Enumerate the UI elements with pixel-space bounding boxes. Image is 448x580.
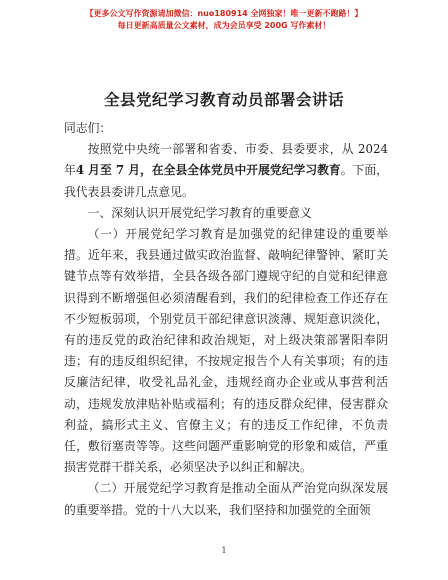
- document-body: [64, 118, 388, 521]
- intro-paragraph: [64, 139, 388, 203]
- intro-text-bold-dates: 4 月至 7 月: [75, 163, 141, 178]
- page-number: 1: [221, 546, 227, 555]
- document-title: 全县党纪学习教育动员部署会讲话: [103, 91, 344, 109]
- intro-text-post: 。下面，我代表县委讲几点意见。: [64, 163, 388, 199]
- paragraph-2: （二）开展党纪学习教育是推动全面从严治党向纵深发展的重要举措。党的十八大以来，我们坚持和加强党的全面领: [64, 481, 388, 517]
- intro-text-bold-action: ，在全县全体党员中开展党纪学习教育: [140, 163, 341, 178]
- salutation: 同志们：: [64, 121, 112, 135]
- promo-banner: [0, 8, 448, 32]
- paragraph-1: （一）开展党纪学习教育是加强党的纪律建设的重要举措。近年来，我县通过做实政治监督、敲响纪律警钟、紧盯关键节点等有效举措，全县各级各部门遵规守纪的自觉和纪律意识得到不断增强但必须清醒看到，我们的纪律检查工作还存在不少短板弱项，个别党员干部纪律意识淡薄、规矩意识淡化，有的违反党的政治纪律和政治规矩，对上级决策部署阳奉阴违；有的违反组织纪律，不按规定报告个人有关事项；有的违反廉洁纪律，收受礼品礼金，违规经商办企业或从事营利活动，违规发放津贴补贴或福利；有的违反群众纪律，侵害群众利益，搞形式主义、官僚主义；有的违反工作纪律，不负责任，敷衍塞责等等。这些问题严重影响党的形象和威信，严重损害党群干群关系，必须坚决予以纠正和解决。: [64, 227, 388, 475]
- promo-banner-line-2: 每日更新高质量公文素材，成为会员享受 200G 写作素材！: [117, 21, 331, 30]
- promo-banner-line-1: 【更多公文写作资源请加微信：nuo180914 全网独家！唯一更新不跑路！】: [85, 9, 363, 18]
- section-1-heading: 一、深刻认识开展党纪学习教育的重要意义: [87, 205, 312, 220]
- intro-text-pre: 按照党中央统一部署和省委、市委、县委要求，从 2024 年: [64, 142, 388, 178]
